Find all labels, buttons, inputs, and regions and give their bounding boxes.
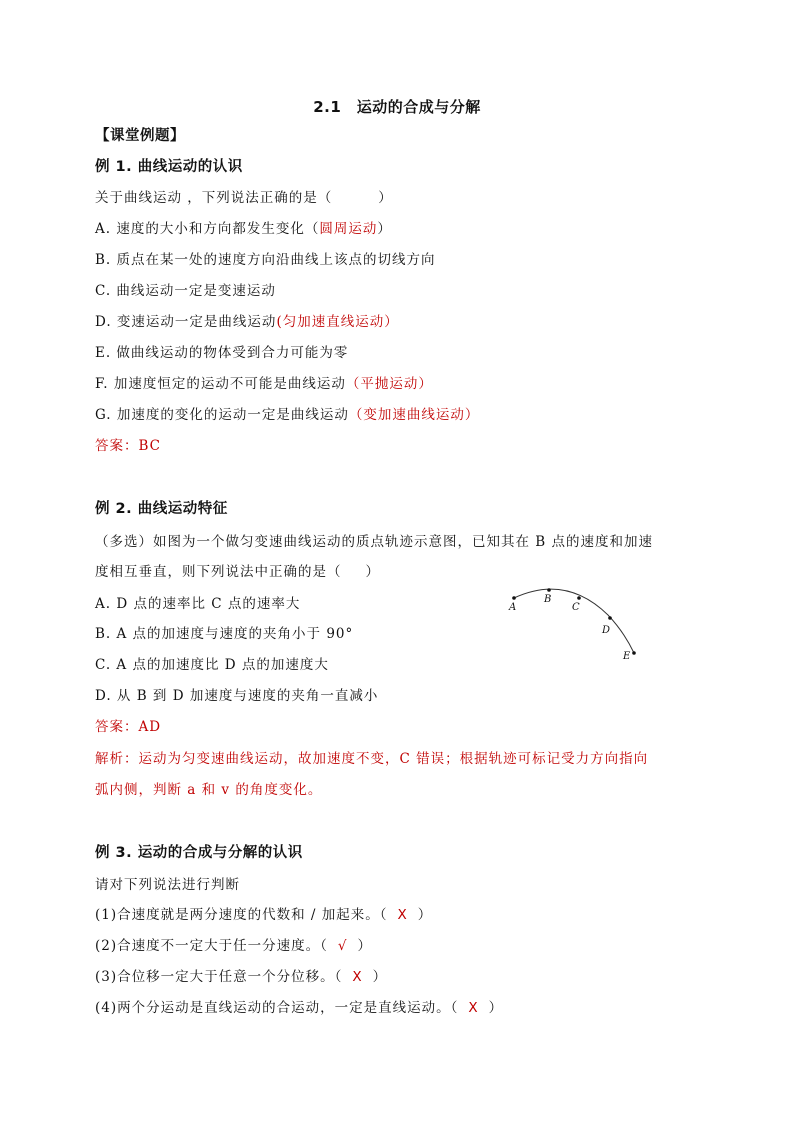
trajectory-diagram [500,582,650,672]
ex1-option-d-text: D. 变速运动一定是曲线运动 [95,314,277,330]
ex3-item-1-text: (1)合速度就是两分速度的代数和 / 加起来。（ [95,907,388,923]
ex1-option-a-text: A. 速度的大小和方向都发生变化（ [95,221,320,237]
ex1-option-c-text: C. 曲线运动一定是变速运动 [95,283,276,299]
ex1-option-e-text: E. 做曲线运动的物体受到合力可能为零 [95,345,349,361]
trajectory-curve [514,589,634,653]
ex3-item-4-mark: X [468,1000,479,1016]
ex2-question-line2-text: 度相互垂直，则下列说法中正确的是（ [95,564,342,580]
ex2-answer: 答案：AD [95,719,162,735]
ex3-item-3 [95,968,387,986]
ex3-item-4-text: (4)两个分运动是直线运动的合运动，一定是直线运动。（ [95,1000,459,1016]
ex1-answer: 答案：BC [95,438,162,454]
ex3-item-2-text: (2)合速度不一定大于任一分速度。（ [95,938,328,954]
ex2-option-d: D. 从 B 到 D 加速度与速度的夹角一直减小 [95,688,379,704]
ex1-question [95,189,393,207]
point-e-dot [632,651,636,655]
ex3-item-3-mark: X [352,969,363,985]
ex1-option-c [95,282,276,300]
ex2-question-close: ） [365,564,380,580]
ex2-analysis-line1: 解析：运动为匀变速曲线运动，故加速度不变，C 错误；根据轨迹可标记受力方向指向 [95,751,649,767]
ex2-heading: 例 2. 曲线运动特征 [95,501,228,517]
ex3-item-4 [95,999,503,1017]
point-d-label: D [602,625,611,636]
point-c-label: C [572,602,580,613]
ex1-option-g-note: （变加速曲线运动） [348,407,480,423]
ex2-question-line1: （多选）如图为一个做匀变速曲线运动的质点轨迹示意图，已知其在 B 点的速度和加速 [95,534,654,550]
ex3-item-3-text: (3)合位移一定大于任意一个分位移。（ [95,969,343,985]
ex1-heading: 例 1. 曲线运动的认识 [95,159,243,175]
page-title: 2.1 运动的合成与分解 [313,98,481,116]
ex3-item-1-mark: X [397,907,408,923]
ex1-option-b-text: B. 质点在某一处的速度方向沿曲线上该点的切线方向 [95,252,436,268]
ex1-option-f [95,375,433,393]
ex2-option-a: A. D 点的速率比 C 点的速率大 [95,596,301,612]
point-b-dot [547,588,551,592]
ex1-option-d-note: (匀加速直线运动） [276,314,399,330]
ex2-question-line2 [95,563,380,581]
ex1-option-e [95,344,348,362]
ex1-option-f-text: F. 加速度恒定的运动不可能是曲线运动 [95,376,346,392]
ex1-option-a [95,220,392,238]
point-e-label: E [623,651,631,662]
ex3-item-4-tail: ） [488,1000,504,1016]
ex3-intro: 请对下列说法进行判断 [95,877,240,893]
ex1-question-text: 关于曲线运动 ，下列说法正确的是（ [95,190,333,206]
ex3-item-2-tail: ） [357,938,372,954]
ex2-option-b: B. A 点的加速度与速度的夹角小于 90° [95,626,354,642]
ex1-option-g-text: G. 加速度的变化的运动一定是曲线运动 [95,407,349,423]
ex3-item-3-tail: ） [372,969,388,985]
ex1-option-b [95,251,436,269]
ex1-option-d [95,313,399,331]
ex3-item-2 [95,937,372,955]
ex1-option-a-note: 圆周运动 [319,221,378,237]
ex2-analysis-line2: 弧内侧，判断 a 和 v 的角度变化。 [95,782,323,798]
ex3-item-1-tail: ） [417,907,433,923]
ex3-heading: 例 3. 运动的合成与分解的认识 [95,845,303,861]
point-c-dot [577,596,581,600]
section-heading: 【课堂例题】 [95,128,185,144]
point-b-label: B [544,594,552,605]
point-d-dot [608,616,612,620]
ex1-option-a-tail: ） [377,221,392,237]
ex3-item-2-mark: √ [337,938,348,954]
ex2-option-c: C. A 点的加速度比 D 点的加速度大 [95,657,329,673]
point-a-dot [512,596,516,600]
ex1-option-g [95,406,479,424]
ex1-option-f-note: （平抛运动） [345,376,433,392]
ex3-item-1 [95,906,432,924]
ex1-question-close: ） [378,190,393,206]
point-a-label: A [509,602,517,613]
